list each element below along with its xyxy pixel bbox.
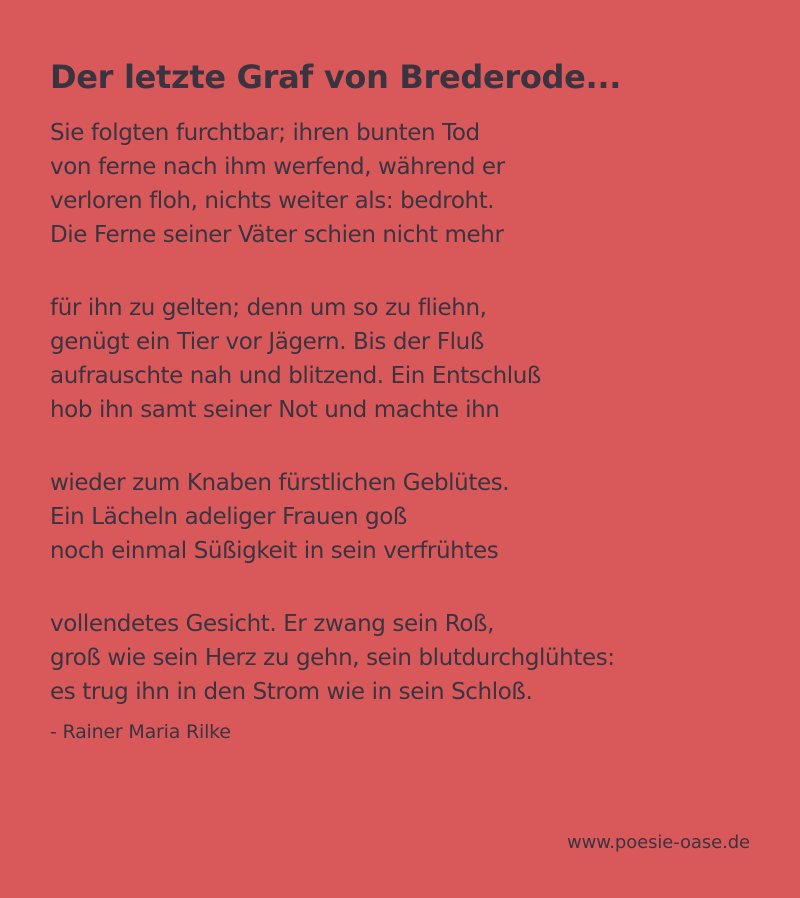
stanza-2 [50,291,750,427]
poem-line: es trug ihn in den Strom wie in sein Schloß. [50,679,533,705]
stanza-1 [50,116,750,252]
stanza-3 [50,466,750,568]
poem-line: von ferne nach ihm werfend, während er [50,154,505,180]
poem-line: verloren floh, nichts weiter als: bedroht. [50,188,495,214]
stanza-4 [50,607,750,709]
poem-line: wieder zum Knaben fürstlichen Geblütes. [50,470,510,496]
poem-line: vollendetes Gesicht. Er zwang sein Roß, [50,611,495,637]
poem-line: Ein Lächeln adeliger Frauen goß [50,504,407,530]
poem-line: aufrauschte nah und blitzend. Ein Entschluß [50,363,542,389]
poem-card [50,50,750,749]
poem-line: Die Ferne seiner Väter schien nicht mehr [50,222,504,248]
poem-line: genügt ein Tier vor Jägern. Bis der Fluß [50,329,484,355]
poem-line: noch einmal Süßigkeit in sein verfrühtes [50,538,499,564]
poem-line: groß wie sein Herz zu gehn, sein blutdurchglühtes: [50,645,615,671]
poem-line: für ihn zu gelten; denn um so zu fliehn, [50,295,487,321]
website-credit: www.poesie-oase.de [567,832,750,853]
poem-title: Der letzte Graf von Brederode... [50,58,622,96]
poem-author: - Rainer Maria Rilke [50,721,231,743]
poem-line: hob ihn samt seiner Not und machte ihn [50,397,500,423]
poem-line: Sie folgten furchtbar; ihren bunten Tod [50,120,480,146]
